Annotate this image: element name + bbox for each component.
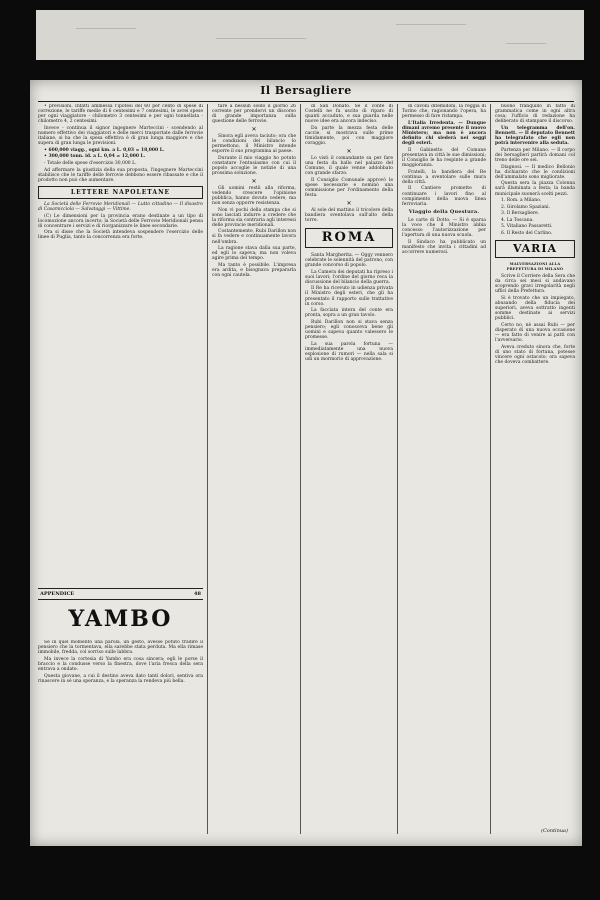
novel-paragraph: Questa giovane, a cui il destino aveva dato tanti dolori, sentiva ora rinascere in sé una speranza, e la speranza la rendeva più bella. bbox=[38, 673, 203, 684]
lettere-napoletane-heading: LETTERE NAPOLETANE bbox=[38, 186, 203, 199]
col3-paragraph: Rubi Darillon non si stava senza pensiero; egli conosceva bene gli uomini e sapeva quanto valessero le promesse. bbox=[305, 319, 393, 341]
separator-cross: ✕ bbox=[346, 147, 352, 155]
col1-paragraph: (C) Le dimensioni per la provincia erano destinate a un tipo di locomozione ancora incerto; la Società delle Ferrovie Meridionali pensa di concentrare i servizi e di riorganizzare le linee secondarie. bbox=[38, 213, 203, 229]
col3-paragraph: La facciata intera del conte era pronta, sopra a un gran tavolo. bbox=[305, 308, 393, 319]
col3-paragraph: La sua parola fortuna — immediatamente una nuova esplosione di rumori — nella sala si udì un mormorio di approvazione. bbox=[305, 341, 393, 363]
separator-cross: ✕ bbox=[251, 125, 257, 133]
novel-column bbox=[38, 640, 203, 836]
column-2 bbox=[212, 104, 296, 836]
roma-paragraph: Santa Margherita. — Oggy vennero celebrate le solennità del patrono, con grande concorso di popolo. bbox=[305, 252, 393, 268]
separator-cross: ✕ bbox=[346, 199, 352, 207]
column-divider bbox=[207, 104, 208, 834]
col1-figure-line: • 600,000 viagg., ogni km. a L. 0,03 = 18,000 L. bbox=[44, 147, 165, 153]
col3-paragraph: Al sole del mattino il tricolore della bandiera sventolava sull'alto della torre. bbox=[305, 207, 393, 223]
col3-paragraph: Il Consiglio Comunale approvò le spese necessarie e nominò una commissione per l'ordinamento della festa. bbox=[305, 177, 393, 198]
newspaper-page bbox=[30, 80, 582, 846]
varia-paragraph: Aveva creduto sinora che, forte di uno stato di fortuna, potesse vincere ogni ostacolo; ora sapeva che doveva combattere. bbox=[495, 344, 575, 366]
novel-title: YAMBO bbox=[68, 606, 173, 632]
col2-paragraph: Ma tanto è possibile. L'impresa era ardita, e bisognava prepararla con ogni cautela. bbox=[212, 262, 296, 279]
col2-paragraph: Durante il mio viaggio ho potuto constatare l'entusiasmo con cui il popolo accoglie le notizie di una prossima soluzione. bbox=[212, 155, 296, 177]
column-divider bbox=[397, 104, 398, 834]
col4-paragraph: Il Sindaco ha pubblicato un manifesto che invita i cittadini ad accorrere numerosi. bbox=[402, 239, 486, 255]
col4-paragraph: Il Gabinetto del Comune presentava in città le sue dimissioni; il Consiglio le ha respinte a grande maggioranza. bbox=[402, 147, 486, 169]
col1-total-line: - Totale delle spese d'esercizio 30,000 L. bbox=[44, 160, 137, 166]
novel-paragraph: Ma invece la cortesia di Yambo era cosa sincera; egli le porse il braccio e la condusse verso la finestra, dove l'aria fresca della sera entrava a ondate. bbox=[38, 656, 203, 672]
col3-paragraph: Lo visti il comandante su per fare una festa da ballo nel palazzo del Comune, il quale venne addobbato con grande sfarzo. bbox=[305, 155, 393, 177]
viaggio-questura-heading: Viaggio della Questura. bbox=[408, 208, 480, 215]
col4-paragraph: Il Cantiere promette di continuare i lavori fino al compimento della nuova linea ferroviaria. bbox=[402, 186, 486, 207]
masthead-rule bbox=[38, 101, 574, 102]
col5-paragraph: Partenza per Milano. — Il corpo dei bersaglieri partirà domani col treno delle ore sei. bbox=[495, 147, 575, 163]
col5-list-item: 2. Girolamo Spaziani. bbox=[501, 204, 551, 210]
varia-paragraph: Certo no, nè assai Rubi — per disperato di una nuova occasione — era fatto di venire ai patti con l'avversario. bbox=[495, 323, 575, 344]
col4-paragraph: di cavoni ditemidoni, la reggia di Torino che, ragionando l'opera, ha permesso di fare ristampa. bbox=[402, 104, 486, 120]
separator-cross: ✕ bbox=[251, 177, 257, 185]
col5-list-item: 4. La Toscana. bbox=[501, 217, 534, 223]
roma-paragraph: La Camera dei deputati ha ripreso i suoi lavori; l'ordine del giorno reca la discussione del bilancio della guerra. bbox=[305, 269, 393, 285]
appendice-bar bbox=[38, 588, 203, 600]
col1-paragraph: Ora si disse che la Società intendeva sospendere l'esercizio delle linee di Puglia, tanto la concorrenza era forte. bbox=[38, 230, 203, 241]
col5-paragraph: Questa sera la piazza Colonna sarà illuminata a festa; la banda municipale suonerà scelti pezzi. bbox=[495, 181, 575, 197]
col1-figure-line: • 300,000 tonn. id. a L. 0,04 = 12,000 L. bbox=[44, 154, 146, 160]
col5-paragraph: Diagnosi. — Il medico Bellonio ha dichiarato che le condizioni dell'ammalato sono migliorate. bbox=[495, 164, 575, 180]
col4-paragraph: Le carte di Dotto. — Si è sparsa la voce che il Ministro abbia concesso l'autorizzazione per l'apertura di una nuova scuola. bbox=[402, 217, 486, 239]
varia-heading: VARIA bbox=[495, 240, 575, 258]
col1-summary: La Società delle Ferrovie Meridionali — Lutto cittadino — Il disastro di Casamicciola — Salvataggi — Vittime. bbox=[38, 201, 203, 212]
col5-list-item: 6. Il Resto del Carlino. bbox=[501, 231, 553, 237]
col2-paragraph: Gli uomini restii alla riforma, vedendo crescere l'opinione pubblica, hanno dovuto cedere, ma non senza opporre resistenza. bbox=[212, 185, 296, 206]
col3-paragraph: di San Donato. Se il conte di Costelli ne fu uscito di riparo di quanti accaduto, e sua guarda nelle nuove idee era ancora indeciso. bbox=[305, 104, 393, 125]
col4-paragraph: L'Italia Irredenta. — Dunque dimani avremo presente il nuovo Ministero; ma non è ancora definito chi siederà nei seggi degli esteri. bbox=[402, 120, 486, 147]
scan-artifact bbox=[36, 10, 584, 60]
col1-paragraph: Ad affermare la giustizia della sua proposta, l'ingegnere Marteccini stabilisce che le tariffe delle ferrovie debbono essere ribassate e che il prodotto non può che aumentare. bbox=[38, 167, 203, 183]
col1-paragraph: Invece - continua il signor ingegnere Marteccini - scendendo al numero effettivo dei viaggiatori e delle merci trasportate dalle ferrovie italiane, si ha che la spesa effettiva è di gran lunga maggiore e che supera di gran lunga le previsioni. bbox=[38, 125, 203, 147]
col5-list-item: 5. Vitaliano Passaretti. bbox=[501, 224, 553, 230]
column-5 bbox=[495, 104, 575, 836]
masthead-title: Il Bersagliere bbox=[260, 84, 352, 97]
col2-paragraph: tare a nessun soldo il giorno 26 corrente per prendervi un discorso di grande importanza sulla questione delle ferrovie. bbox=[212, 104, 296, 125]
appendice-label: APPENDICE bbox=[40, 591, 75, 597]
col2-paragraph: Sinora egli aveva taciuto; ora che le condizioni del bilancio lo permettono, il Ministro intende esporre il suo programma al paese. bbox=[212, 133, 296, 155]
top-margin-strip bbox=[36, 10, 584, 60]
col4-paragraph: Fratelli, la bandiera del Re continua a sventolare sulle mura della città. bbox=[402, 169, 486, 185]
column-4 bbox=[402, 104, 486, 836]
continua-note: (Continua) bbox=[541, 828, 568, 834]
roma-heading: ROMA bbox=[305, 228, 393, 248]
col2-paragraph: La ragione stava dalla sua parte, ed egli lo sapeva; ma non voleva agire prima del tempo. bbox=[212, 246, 296, 262]
column-divider bbox=[300, 104, 301, 834]
col1-paragraph: • previsioni. Infatti ammessa l'ipotesi del 60 per cento di spese di correzione, le tariffe medie di 6 centesimi e 7 centesimi, le avrei spese per ogni viaggiatore - chilometro 3 centesimi e per ogni tonnellata - chilometro 4, 2 centesimi. bbox=[38, 104, 203, 125]
novel-paragraph: Se in quel momento una parola, un gesto, avesse potuto tradire il pensiero che la tormentava, ella sarebbe stata perduta. Ma ella rimase immobile, fredda, col sorriso sulle labbra. bbox=[38, 640, 203, 656]
roma-paragraph: Il Re ha ricevuto in udienza privata il Ministro degli esteri, che gli ha presentato il rapporto sulle trattative in corso. bbox=[305, 286, 393, 307]
col5-list-item: 1. Rom. a Milano. bbox=[501, 198, 542, 204]
appendice-number: 48 bbox=[194, 591, 201, 597]
varia-paragraph: Scrive il Corriere della Sera che da circa sei mesi si andavano scoprendo gravi irregolarità negli uffici della Prefettura. bbox=[495, 274, 575, 295]
col5-paragraph: Un telegramma dell'on. Bennett. — Il deputato Bennett ha telegrafato che egli non potrà intervenire alla seduta. bbox=[495, 125, 575, 147]
col2-paragraph: Costantemente, Rubi Darillon non si fa vedere e continuamente lavora nell'ombra. bbox=[212, 229, 296, 245]
col5-paragraph: buono tranquillo in fatto di grammatica come in ogni altra cosa; l'ufficio di redazione ha deliberato di stampare il discorso. bbox=[495, 104, 575, 125]
varia-subheading: MALVERSAZIONI ALLA PREFETTURA DI MILANO bbox=[506, 262, 564, 272]
col2-paragraph: Non vi pochi della stampa che si sono lasciati indurre a credere che la riforma sia contraria agli interessi delle provincie meridionali. bbox=[212, 207, 296, 228]
varia-paragraph: Si è trovato che un impiegato, abusando della fiducia dei superiori, aveva sottratto ingenti somme destinate ai servizi pubblici. bbox=[495, 296, 575, 322]
column-divider bbox=[490, 104, 491, 834]
column-1 bbox=[38, 104, 203, 571]
col5-list-item: 3. Il Bersagliere. bbox=[501, 211, 540, 217]
col3-paragraph: Da parte la mezza festa delle caccie, si mostrava sulle prime timidamente, poi con maggiore coraggio. bbox=[305, 125, 393, 147]
column-3 bbox=[305, 104, 393, 836]
